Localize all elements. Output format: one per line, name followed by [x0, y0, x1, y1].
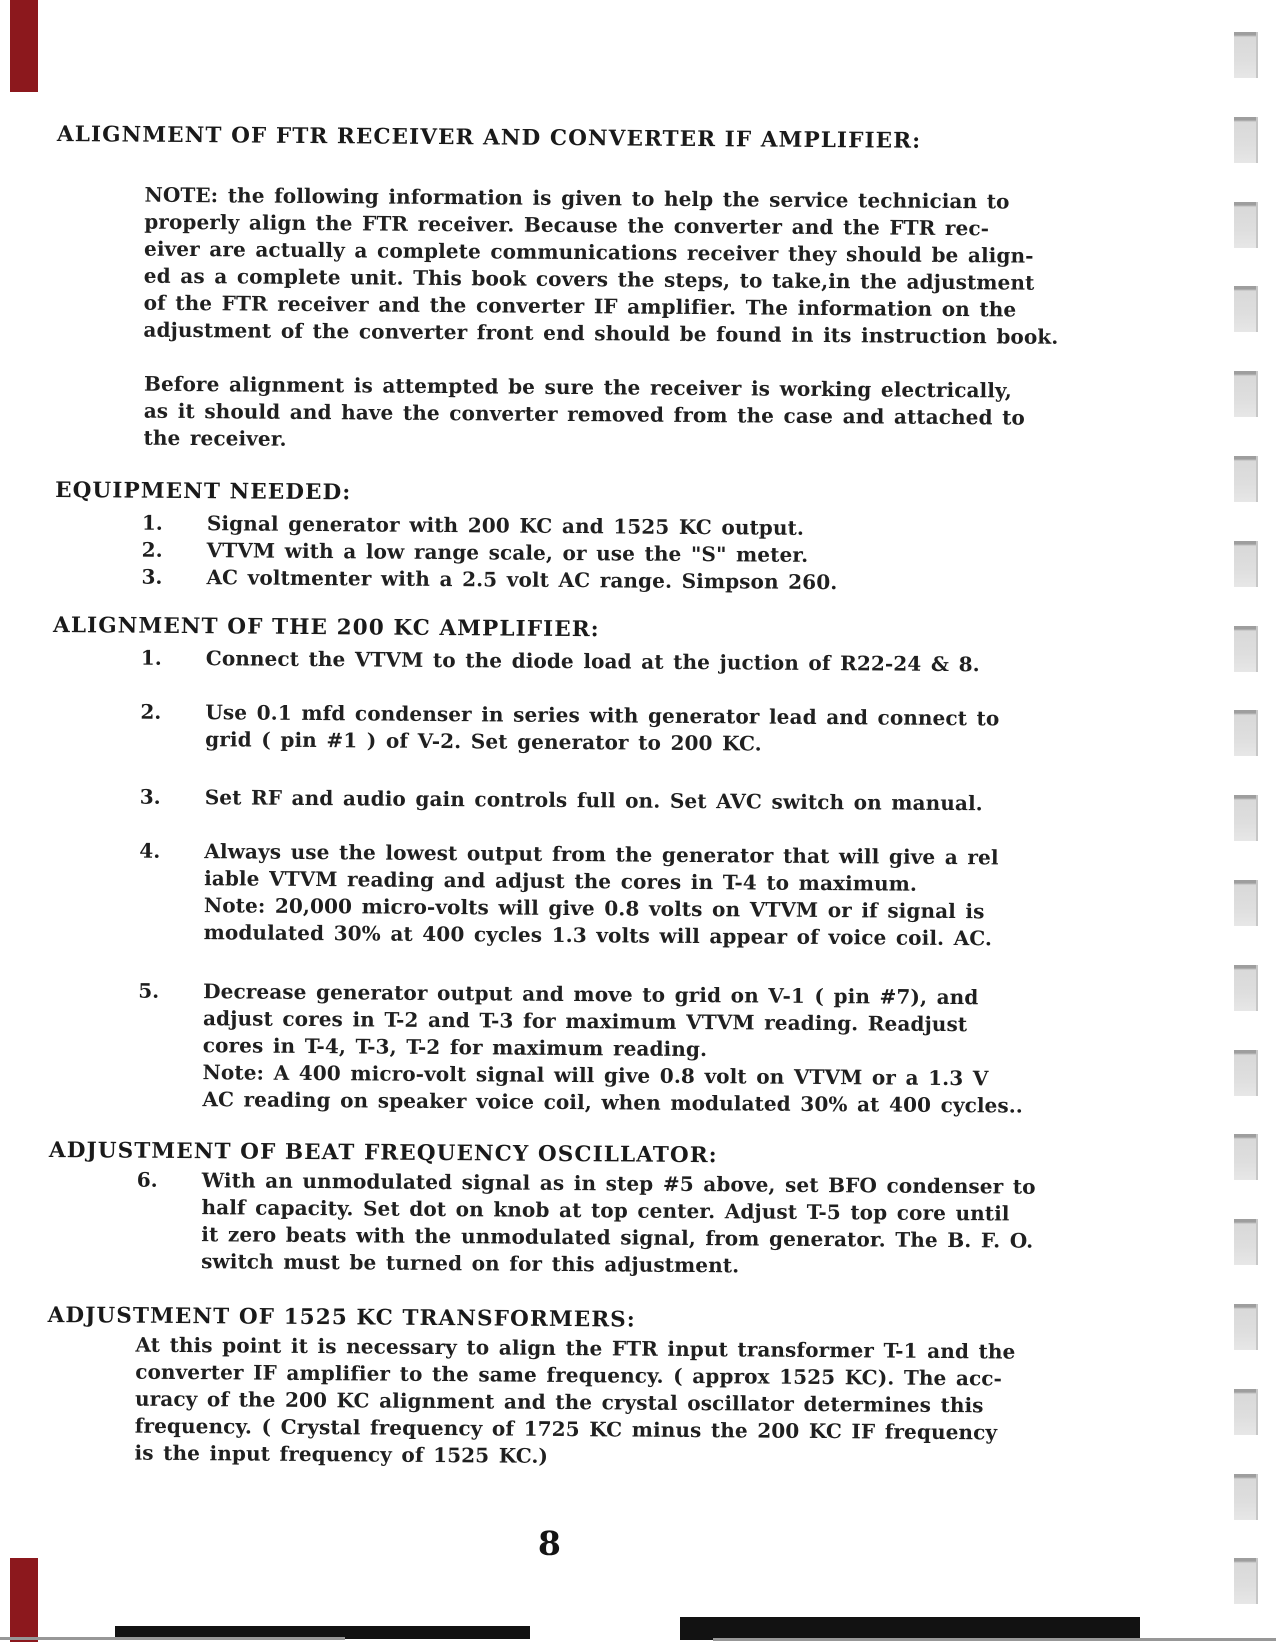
list-item: [141, 645, 1141, 680]
item-text: Always use the lowest output from the generator that will give a rel iable VTVM reading and adjust the cores in T-4 to maximum. Note: 20,000 micro-volts will give 0.8 volts on VTVM or if signal is modulated 30% at 400 cycles 1.3 volts will appear of voice coil. AC.: [203, 839, 999, 951]
item-text: Use 0.1 mfd condenser in series with generator lead and connect to grid ( pin #1 ) of V-2. Set generator to 200 KC.: [205, 700, 1000, 756]
list-item: [137, 978, 1138, 1121]
section-heading-1525kc-transformers: ADJUSTMENT OF 1525 KC TRANSFORMERS:: [47, 1302, 636, 1333]
item-text: Connect the VTVM to the diode load at the juction of R22-24 & 8.: [205, 646, 980, 677]
item-text: Decrease generator output and move to grid on V-1 ( pin #7), and adjust cores in T-2 and T-3 for maximum VTVM reading. Readjust cores in T-4, T-3, T-2 for maximum reading. Note: A 400 micro-volt signal will give 0.8 volt on VTVM or a 1.3 V AC reading on speaker voice coil, when modulated 30% at 400 cycles..: [202, 979, 1024, 1118]
transformers-paragraph: At this point it is necessary to align the FTR input transformer T-1 and the converter IF amplifier to the same frequency. ( approx 1525 KC). The acc- uracy of the 200 KC alignment and the crystal oscillator determines this frequency. ( Crystal frequency of 1725 KC minus the 200 KC IF frequency is the input frequency of 1525 KC.): [134, 1332, 1016, 1468]
section-heading-200kc-alignment: ALIGNMENT OF THE 200 KC AMPLIFIER:: [53, 612, 600, 643]
item-number: 2.: [141, 537, 163, 562]
section-heading-bfo: ADJUSTMENT OF BEAT FREQUENCY OSCILLATOR:: [48, 1137, 718, 1169]
item-number: 2.: [140, 699, 162, 724]
list-item: [140, 699, 1140, 761]
item-number: 3.: [141, 564, 163, 589]
item-number: 1.: [141, 510, 163, 535]
page-number: 8: [537, 1523, 562, 1563]
list-item: [136, 1167, 1137, 1283]
note-paragraph: NOTE: the following information is given to help the service technician to properly align the FTR receiver. Because the converter and the FTR rec- eiver are actually a complete communications receiver they should be align- ed as a complete unit. This book covers the steps, to take,in the adjustment of the FTR receiver and the converter IF amplifier. The information on the adjustment of the converter front end should be found in its instruction book.: [143, 182, 1059, 349]
list-item: [140, 784, 1140, 819]
item-number: 3.: [139, 784, 161, 809]
section-heading-equipment: EQUIPMENT NEEDED:: [55, 477, 352, 506]
item-text: With an unmodulated signal as in step #5 above, set BFO condenser to half capacity. Set dot on knob at top center. Adjust T-5 top core until it zero beats with the unmodulated signal, from generator. The B. F. O. switch must be turned on for this adjustment.: [201, 1168, 1036, 1278]
item-number: 6.: [136, 1167, 158, 1192]
list-item: [139, 838, 1140, 954]
item-text: AC voltmenter with a 2.5 volt AC range. Simpson 260.: [206, 565, 838, 595]
item-number: 1.: [140, 645, 162, 670]
before-alignment-paragraph: Before alignment is attempted be sure the receiver is working electrically, as it should and have the converter removed from the case and attached to the receiver.: [143, 371, 1026, 451]
item-number: 5.: [138, 978, 160, 1003]
item-text: Set RF and audio gain controls full on. Set AVC switch on manual.: [204, 785, 983, 816]
page-title: ALIGNMENT OF FTR RECEIVER AND CONVERTER IF AMPLIFIER:: [56, 121, 922, 154]
item-number: 4.: [139, 838, 161, 863]
equipment-list: [141, 510, 1132, 599]
item-text: Signal generator with 200 KC and 1525 KC output.: [206, 511, 805, 540]
item-text: VTVM with a low range scale, or use the "S" meter.: [206, 538, 809, 567]
